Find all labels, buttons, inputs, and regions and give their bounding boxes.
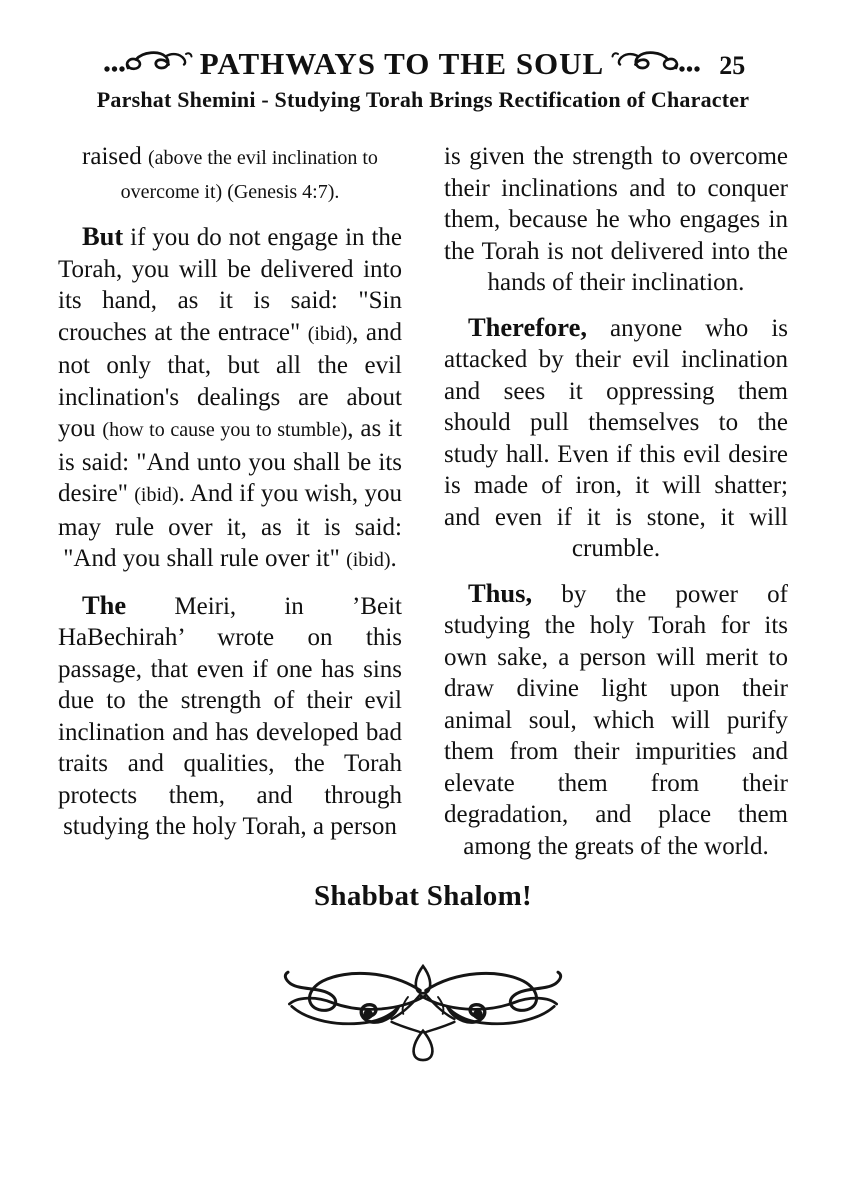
text-run: (above the evil inclination to overcome it) (Genesis 4:7). [120, 147, 378, 203]
two-column-text-body [0, 141, 846, 862]
text-run: if you do not engage in the Torah, you will be delivered into its hand, as it is said: "Sin crouches at the entrace" [58, 224, 402, 346]
text-run: , and not only that, but all the evil inclination's dealings are about you [58, 318, 402, 442]
text-run: Thus, [468, 577, 533, 608]
text-run: (how to cause you to stumble) [102, 419, 348, 441]
paragraph [444, 312, 788, 565]
text-run: by the power of studying the holy Torah for its own sake, a person will merit to draw divine light upon their animal soul, which will purify them from their impurities and elevate them from their degradation, and place them among the greats of the world. [444, 580, 788, 860]
page-subtitle: Parshat Shemini - Studying Torah Brings Rectification of Character [96, 87, 750, 112]
paragraph [58, 590, 402, 843]
text-run: . And if you wish, you may rule over it, as it is said: "And you shall rule over it" [58, 480, 402, 572]
text-run: , as it is said: "And unto you shall be its desire" [58, 415, 403, 507]
text-run: (ibid) [346, 549, 391, 571]
text-run: But [82, 221, 124, 251]
text-run: raised [82, 143, 148, 170]
text-run: (ibid) [134, 484, 179, 506]
page-header [0, 46, 846, 113]
text-run: The [82, 589, 127, 620]
paragraph [58, 141, 402, 208]
paragraph [444, 141, 788, 299]
dots-scroll-ornament-icon [101, 49, 193, 79]
right-text-column [444, 141, 788, 862]
left-text-column [58, 141, 402, 862]
paragraph [444, 578, 788, 863]
footer-ornament-container [0, 961, 846, 1068]
text-run: anyone who is attacked by their evil inclination and sees it oppressing them should pull themselves to the study hall. Even if this evil desire is made of iron, it will shatter; and even if it is stone, it will crumble. [444, 314, 788, 562]
text-run: is given the strength to overcome their inclinations and to conquer them, because he who engages in the Torah is not delivered into the hands of their inclination. [444, 143, 788, 296]
page-number: 25 [719, 51, 746, 80]
text-run: Therefore, [468, 311, 587, 342]
title-row [0, 46, 846, 82]
calligraphic-flourish-divider-icon [273, 961, 573, 1063]
paragraph [58, 221, 402, 577]
closing-blessing: Shabbat Shalom! [313, 880, 533, 912]
text-run: (ibid) [307, 322, 353, 345]
scroll-dots-ornament-icon [611, 49, 703, 79]
text-run: . [390, 545, 397, 572]
text-run: Meiri, in ’Beit HaBechirah’ wrote on this passage, that even if one has sins due to the strength of their evil inclination and has developed bad traits and qualities, the Torah protects them, and through studying the holy Torah, a person [58, 592, 402, 840]
page-title: PATHWAYS TO THE SOUL [199, 46, 605, 81]
